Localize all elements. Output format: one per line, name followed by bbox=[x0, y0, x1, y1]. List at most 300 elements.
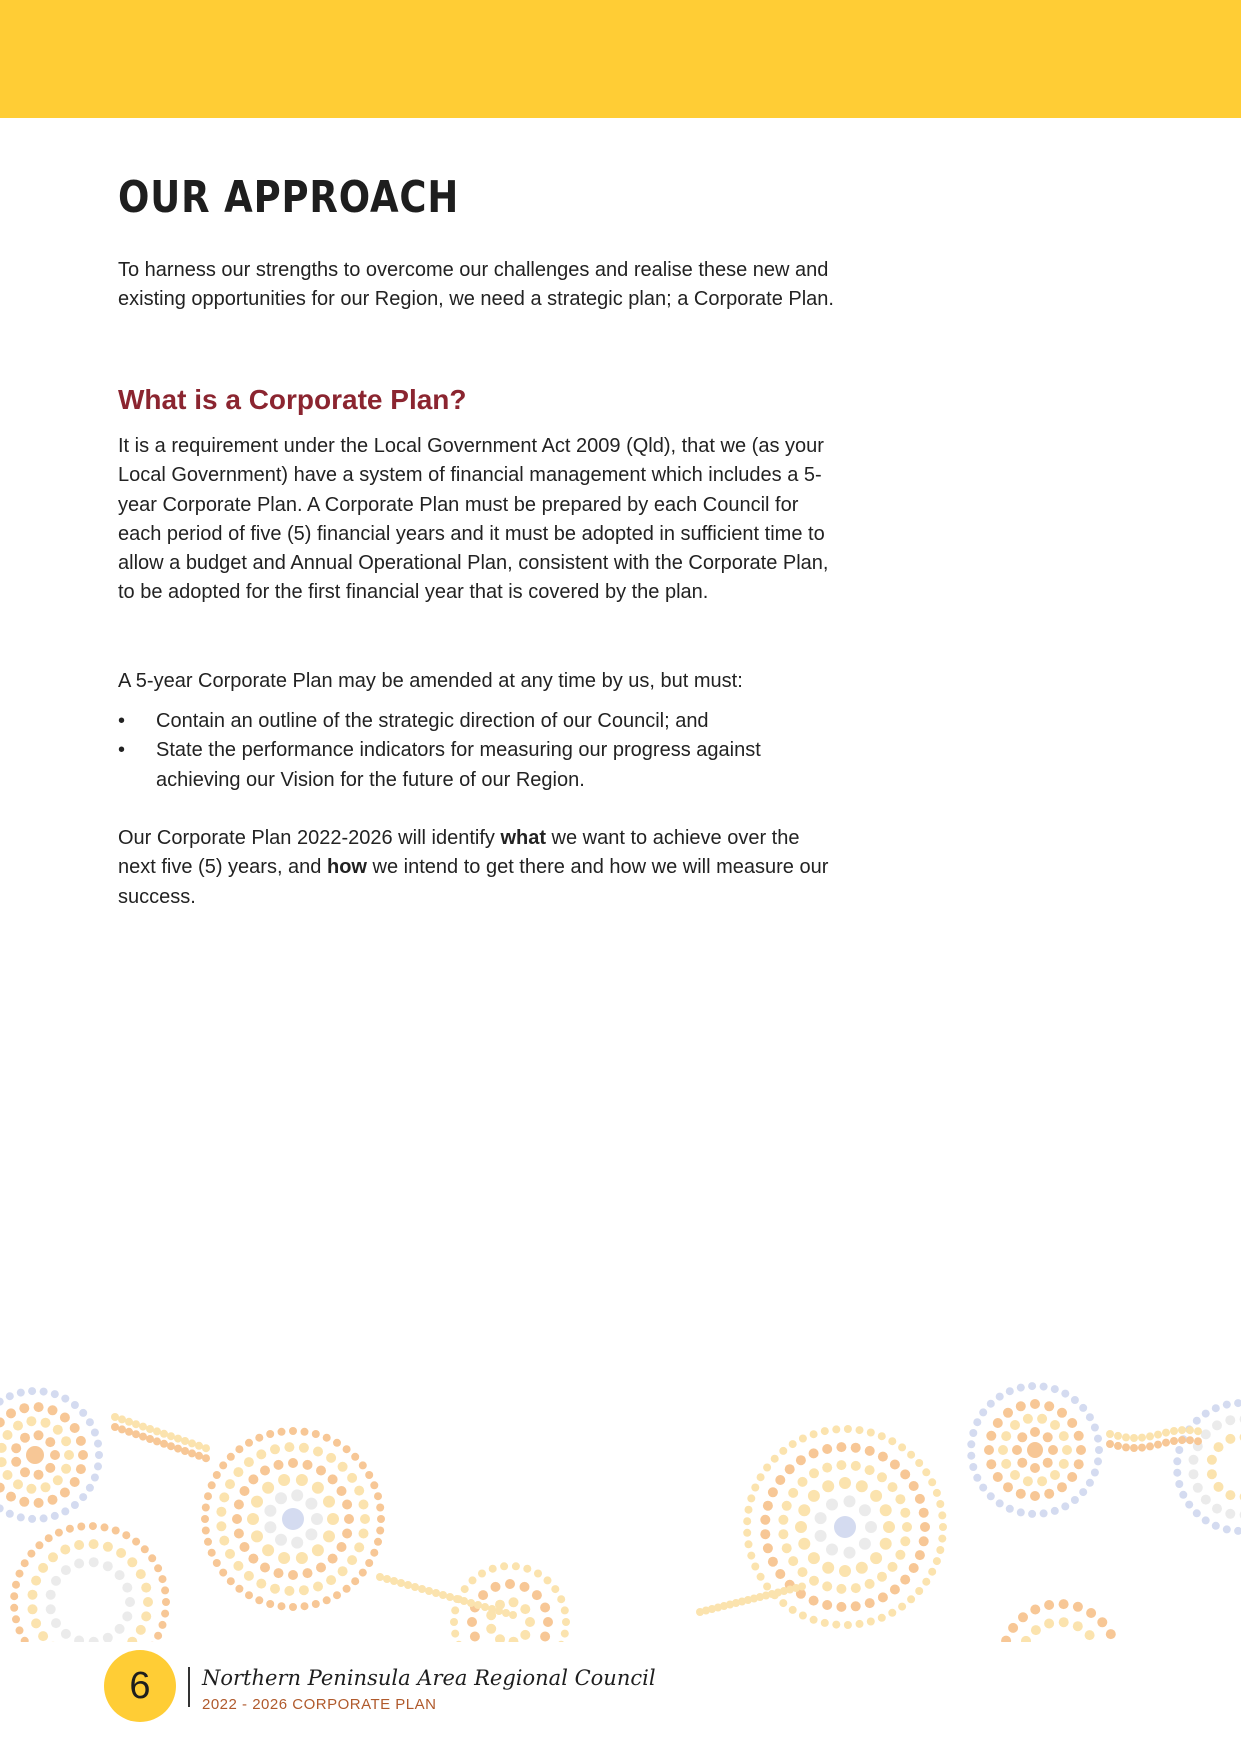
decor-dot bbox=[115, 1624, 125, 1634]
decor-dot bbox=[219, 1492, 229, 1502]
decor-dot bbox=[1003, 1408, 1013, 1418]
decor-dot bbox=[486, 1624, 496, 1634]
decor-dot bbox=[505, 1579, 515, 1589]
decor-dot bbox=[1086, 1413, 1094, 1421]
decor-dot bbox=[77, 1523, 85, 1531]
decor-dot bbox=[359, 1569, 367, 1577]
decor-dot bbox=[561, 1606, 569, 1614]
decor-dot bbox=[928, 1478, 936, 1486]
decor-dot bbox=[274, 1460, 284, 1470]
decor-dot bbox=[288, 1458, 298, 1468]
decor-dot bbox=[1234, 1399, 1241, 1407]
decor-dot bbox=[815, 1512, 827, 1524]
decor-dot bbox=[1207, 1455, 1217, 1465]
decor-dot bbox=[1234, 1527, 1241, 1535]
decor-dot bbox=[1186, 1436, 1194, 1444]
decor-dot bbox=[922, 1468, 930, 1476]
decor-dot bbox=[470, 1632, 480, 1642]
decor-dot bbox=[74, 1540, 84, 1550]
decor-dot bbox=[127, 1557, 137, 1567]
decor-dot bbox=[225, 1549, 235, 1559]
decor-dot bbox=[60, 1545, 70, 1555]
decor-dot bbox=[809, 1448, 819, 1458]
decor-dot bbox=[1010, 1470, 1020, 1480]
page-number-badge bbox=[104, 1650, 176, 1722]
decor-dot bbox=[225, 1479, 235, 1489]
decor-dot bbox=[227, 1577, 235, 1585]
decor-dot bbox=[116, 1548, 126, 1558]
decor-dot bbox=[278, 1602, 286, 1610]
decor-dot bbox=[359, 1461, 367, 1469]
decor-dot bbox=[1194, 1427, 1202, 1435]
top-color-band bbox=[0, 0, 1241, 118]
decor-dot bbox=[333, 1591, 341, 1599]
decor-dot bbox=[103, 1633, 113, 1642]
decor-dot bbox=[867, 1429, 875, 1437]
decor-dot bbox=[798, 1504, 810, 1516]
decor-dot bbox=[19, 1403, 29, 1413]
decor-dot bbox=[973, 1474, 981, 1482]
decor-dot bbox=[1202, 1410, 1210, 1418]
decor-dot bbox=[432, 1589, 440, 1597]
decor-dot bbox=[1138, 1444, 1146, 1452]
decor-dot bbox=[181, 1437, 189, 1445]
decor-dot bbox=[245, 1591, 253, 1599]
decor-dot bbox=[878, 1614, 886, 1622]
decor-dot bbox=[376, 1573, 384, 1581]
decor-dot bbox=[337, 1486, 347, 1496]
decor-dot bbox=[1225, 1434, 1235, 1444]
decor-dot bbox=[305, 1498, 317, 1510]
decor-dot bbox=[1185, 1501, 1193, 1509]
decor-dot bbox=[1114, 1442, 1122, 1450]
decor-dot bbox=[543, 1617, 553, 1627]
decor-dot bbox=[53, 1475, 63, 1485]
decor-dot bbox=[31, 1576, 41, 1586]
decor-dot bbox=[919, 1536, 929, 1546]
decor-dot bbox=[489, 1565, 497, 1573]
decor-dot bbox=[303, 1460, 313, 1470]
decor-dot bbox=[1114, 1432, 1122, 1440]
decor-dot bbox=[89, 1637, 99, 1642]
decor-dot bbox=[1044, 1489, 1054, 1499]
decor-dot bbox=[789, 1440, 797, 1448]
decor-dot bbox=[1073, 1621, 1083, 1631]
decor-dot bbox=[3, 1470, 13, 1480]
decor-dot bbox=[856, 1562, 868, 1574]
decor-dot bbox=[21, 1559, 29, 1567]
decor-dot bbox=[146, 1435, 154, 1443]
decor-dot bbox=[16, 1626, 24, 1634]
decor-dot bbox=[1162, 1439, 1170, 1447]
decor-dot bbox=[788, 1556, 798, 1566]
decor-dot bbox=[312, 1600, 320, 1608]
decor-dot bbox=[28, 1590, 38, 1600]
decor-dot bbox=[17, 1513, 25, 1521]
decor-dot bbox=[20, 1433, 30, 1443]
decor-dot bbox=[289, 1603, 297, 1611]
decor-dot bbox=[907, 1451, 915, 1459]
decor-dot bbox=[798, 1538, 810, 1550]
decor-dot bbox=[810, 1430, 818, 1438]
decor-dot bbox=[312, 1544, 324, 1556]
decor-dot bbox=[865, 1598, 875, 1608]
decor-dot bbox=[973, 1418, 981, 1426]
decor-dot bbox=[343, 1585, 351, 1593]
decor-dot bbox=[1094, 1457, 1102, 1465]
decor-dot bbox=[798, 1583, 806, 1591]
decor-dot bbox=[103, 1542, 113, 1552]
decor-dot bbox=[12, 1581, 20, 1589]
decor-dot bbox=[532, 1590, 542, 1600]
decor-dot bbox=[1106, 1629, 1116, 1639]
decor-dot bbox=[10, 1592, 18, 1600]
decor-dot bbox=[51, 1390, 59, 1398]
decor-dot bbox=[53, 1425, 63, 1435]
emphasis-how: how bbox=[326, 856, 367, 879]
decor-dot bbox=[1031, 1625, 1041, 1635]
decor-dot bbox=[86, 1484, 94, 1492]
decor-dot bbox=[1059, 1431, 1069, 1441]
decor-dot bbox=[938, 1511, 946, 1519]
decor-dot bbox=[103, 1561, 113, 1571]
decor-dot bbox=[125, 1428, 133, 1436]
decor-dot bbox=[0, 1398, 4, 1406]
decor-dot bbox=[46, 1590, 56, 1600]
decor-dot bbox=[984, 1445, 994, 1455]
decor-dot bbox=[404, 1581, 412, 1589]
decor-dot bbox=[0, 1457, 7, 1467]
decor-dot bbox=[51, 1512, 59, 1520]
decor-dot bbox=[1076, 1445, 1086, 1455]
decor-dot bbox=[284, 1586, 294, 1596]
decor-dot bbox=[208, 1549, 216, 1557]
decor-dot bbox=[1079, 1488, 1087, 1496]
decor-dot bbox=[1071, 1496, 1079, 1504]
decor-dot bbox=[523, 1565, 531, 1573]
decor-dot bbox=[969, 1463, 977, 1471]
decor-dot bbox=[64, 1450, 74, 1460]
decor-dot bbox=[48, 1495, 58, 1505]
decor-dot bbox=[987, 1492, 995, 1500]
decor-dot bbox=[245, 1439, 253, 1447]
decor-dot bbox=[1091, 1469, 1099, 1477]
decor-dot bbox=[136, 1625, 146, 1635]
decor-dot bbox=[159, 1621, 167, 1629]
decor-dot bbox=[1086, 1608, 1096, 1618]
decor-dot bbox=[278, 1552, 290, 1564]
decor-dot bbox=[799, 1435, 807, 1443]
decor-dot bbox=[878, 1452, 888, 1462]
decor-dot bbox=[453, 1595, 461, 1603]
decor-dot bbox=[70, 1423, 80, 1433]
decor-dot bbox=[376, 1527, 384, 1535]
decor-dot bbox=[1044, 1600, 1054, 1610]
decor-dot bbox=[161, 1586, 169, 1594]
decor-dot bbox=[28, 1604, 38, 1614]
decor-dot bbox=[21, 1637, 29, 1642]
decor-dot bbox=[278, 1474, 290, 1486]
decor-dot bbox=[867, 1618, 875, 1626]
decor-dot bbox=[1212, 1404, 1220, 1412]
decor-dot bbox=[936, 1546, 944, 1554]
decor-dot bbox=[1067, 1418, 1077, 1428]
decor-dot bbox=[757, 1573, 765, 1581]
decor-dot bbox=[291, 1489, 303, 1501]
decor-dot bbox=[79, 1409, 87, 1417]
decor-dot bbox=[509, 1597, 519, 1607]
decor-dot bbox=[1044, 1619, 1054, 1629]
decor-dot bbox=[883, 1521, 895, 1533]
decor-dot bbox=[316, 1466, 326, 1476]
decor-dot bbox=[880, 1504, 892, 1516]
decor-dot bbox=[91, 1429, 99, 1437]
decor-dot bbox=[919, 1508, 929, 1518]
decor-dot bbox=[834, 1516, 856, 1538]
decor-dot bbox=[347, 1473, 357, 1483]
decor-dot bbox=[915, 1494, 925, 1504]
decor-dot bbox=[60, 1413, 70, 1423]
decor-dot bbox=[397, 1579, 405, 1587]
decor-dot bbox=[160, 1440, 168, 1448]
decor-dot bbox=[1214, 1482, 1224, 1492]
decor-dot bbox=[61, 1436, 71, 1446]
decor-dot bbox=[132, 1538, 140, 1546]
decor-dot bbox=[248, 1474, 258, 1484]
decor-dot bbox=[856, 1620, 864, 1628]
decor-dot bbox=[836, 1442, 846, 1452]
decor-dot bbox=[233, 1467, 243, 1477]
decor-dot bbox=[888, 1562, 898, 1572]
decor-dot bbox=[844, 1621, 852, 1629]
closing-paragraph bbox=[118, 824, 838, 912]
decor-dot bbox=[474, 1601, 482, 1609]
decor-dot bbox=[1106, 1430, 1114, 1438]
decor-dot bbox=[763, 1543, 773, 1553]
decor-dot bbox=[1061, 1502, 1069, 1510]
decor-dot bbox=[520, 1630, 530, 1640]
decor-dot bbox=[118, 1425, 126, 1433]
decor-dot bbox=[986, 1431, 996, 1441]
decor-dot bbox=[763, 1464, 771, 1472]
decor-dot bbox=[1057, 1482, 1067, 1492]
decor-dot bbox=[509, 1611, 517, 1619]
decor-dot bbox=[1061, 1390, 1069, 1398]
decor-dot bbox=[365, 1471, 373, 1479]
decor-dot bbox=[890, 1460, 900, 1470]
decor-dot bbox=[354, 1542, 364, 1552]
decor-dot bbox=[288, 1570, 298, 1580]
decor-dot bbox=[1027, 1442, 1043, 1458]
decor-dot bbox=[153, 1427, 161, 1435]
decor-dot bbox=[232, 1514, 242, 1524]
decor-dot bbox=[747, 1494, 755, 1502]
decor-dot bbox=[284, 1442, 294, 1452]
decor-dot bbox=[328, 1554, 338, 1564]
decor-dot bbox=[28, 1515, 36, 1523]
decor-dot bbox=[255, 1596, 263, 1604]
decor-dot bbox=[351, 1577, 359, 1585]
decor-dot bbox=[1179, 1491, 1187, 1499]
decor-dot bbox=[343, 1445, 351, 1453]
decor-dot bbox=[34, 1470, 44, 1480]
decor-dot bbox=[34, 1430, 44, 1440]
decor-dot bbox=[251, 1530, 263, 1542]
decor-dot bbox=[467, 1617, 477, 1627]
decor-dot bbox=[301, 1602, 309, 1610]
decor-dot bbox=[256, 1449, 266, 1459]
decor-dot bbox=[112, 1527, 120, 1535]
decor-dot bbox=[481, 1603, 489, 1611]
decor-dot bbox=[216, 1507, 226, 1517]
decor-dot bbox=[204, 1492, 212, 1500]
decor-dot bbox=[1097, 1617, 1107, 1627]
decor-dot bbox=[11, 1443, 21, 1453]
decor-dot bbox=[195, 1452, 203, 1460]
decor-dot bbox=[788, 1488, 798, 1498]
decor-dot bbox=[877, 1572, 887, 1582]
decor-dot bbox=[70, 1477, 80, 1487]
decor-dot bbox=[928, 1568, 936, 1576]
decor-dot bbox=[1048, 1445, 1058, 1455]
decor-dot bbox=[1001, 1636, 1011, 1642]
decor-dot bbox=[51, 1576, 61, 1586]
decor-dot bbox=[374, 1538, 382, 1546]
decor-dot bbox=[61, 1395, 69, 1403]
decor-dot bbox=[45, 1437, 55, 1447]
decor-dot bbox=[213, 1471, 221, 1479]
decor-dot bbox=[161, 1610, 169, 1618]
decor-dot bbox=[809, 1468, 819, 1478]
decor-dot bbox=[370, 1549, 378, 1557]
decor-dot bbox=[111, 1423, 119, 1431]
decor-dot bbox=[38, 1563, 48, 1573]
decor-dot bbox=[1094, 1435, 1102, 1443]
decor-dot bbox=[275, 1492, 287, 1504]
decor-dot bbox=[967, 1452, 975, 1460]
decor-dot bbox=[865, 1579, 875, 1589]
decor-dot bbox=[1212, 1420, 1222, 1430]
decor-dot bbox=[425, 1587, 433, 1595]
decor-dot bbox=[782, 1543, 792, 1553]
decor-dot bbox=[89, 1522, 97, 1530]
decor-dot bbox=[19, 1497, 29, 1507]
decor-dot bbox=[118, 1415, 126, 1423]
decor-dot bbox=[233, 1561, 243, 1571]
decor-dot bbox=[337, 1542, 347, 1552]
decor-dot bbox=[836, 1602, 846, 1612]
decor-dot bbox=[1044, 1401, 1054, 1411]
decor-dot bbox=[1037, 1414, 1047, 1424]
decor-dot bbox=[1001, 1431, 1011, 1441]
decor-dot bbox=[1074, 1459, 1084, 1469]
decor-dot bbox=[227, 1453, 235, 1461]
decor-dot bbox=[17, 1389, 25, 1397]
decor-dot bbox=[94, 1440, 102, 1448]
decor-dot bbox=[467, 1599, 475, 1607]
decor-dot bbox=[778, 1515, 788, 1525]
decor-dot bbox=[859, 1504, 871, 1516]
decor-dot bbox=[888, 1609, 896, 1617]
decor-dot bbox=[374, 1492, 382, 1500]
decor-dot bbox=[844, 1425, 852, 1433]
decor-dot bbox=[821, 1427, 829, 1435]
decor-dot bbox=[888, 1482, 898, 1492]
decor-dot bbox=[821, 1619, 829, 1627]
decor-dot bbox=[264, 1505, 276, 1517]
decor-dot bbox=[255, 1434, 263, 1442]
decor-dot bbox=[540, 1603, 550, 1613]
decor-dot bbox=[326, 1453, 336, 1463]
decor-dot bbox=[782, 1501, 792, 1511]
requirement-paragraph: It is a requirement under the Local Government Act 2009 (Qld), that we (as your Local Government) have a system of financial management which includes a 5-year Corporate Plan. A Corporate Plan must be prepared by each Council for each period of five (5) financial years and it must be adopted in sufficient time to allow a budget and Annual Operational Plan, consistent with the Corporate Plan, to be adopted for the first financial year that is covered by the plan. bbox=[118, 435, 829, 604]
decor-dot bbox=[154, 1564, 162, 1572]
decor-dot bbox=[877, 1472, 887, 1482]
decor-dot bbox=[234, 1529, 244, 1539]
list-item: • Contain an outline of the strategic direction of our Council; and bbox=[118, 707, 838, 736]
decor-dot bbox=[89, 1557, 99, 1567]
decor-dot bbox=[878, 1592, 888, 1602]
decor-dot bbox=[40, 1514, 48, 1522]
decor-dot bbox=[922, 1578, 930, 1586]
decor-dot bbox=[856, 1480, 868, 1492]
decor-dot bbox=[1122, 1443, 1130, 1451]
decor-dot bbox=[993, 1418, 1003, 1428]
decor-dot bbox=[495, 1607, 503, 1615]
decor-dot bbox=[61, 1464, 71, 1474]
decor-dot bbox=[333, 1439, 341, 1447]
decor-dot bbox=[1023, 1476, 1033, 1486]
closing-text: we want to achieve over the next five (5) years, and bbox=[118, 827, 800, 879]
decor-dot bbox=[26, 1446, 44, 1464]
decor-dot bbox=[1028, 1382, 1036, 1390]
decor-dot bbox=[159, 1575, 167, 1583]
decor-dot bbox=[122, 1611, 132, 1621]
decor-dot bbox=[148, 1554, 156, 1562]
decor-dot bbox=[71, 1501, 79, 1509]
decor-dot bbox=[1051, 1385, 1059, 1393]
decor-dot bbox=[1006, 1387, 1014, 1395]
decor-dot bbox=[1043, 1458, 1053, 1468]
decor-dot bbox=[143, 1597, 153, 1607]
decor-dot bbox=[1130, 1434, 1138, 1442]
emphasis-what: what bbox=[500, 827, 546, 849]
decor-dot bbox=[870, 1490, 882, 1502]
decor-dot bbox=[1067, 1472, 1077, 1482]
decor-dot bbox=[540, 1632, 550, 1642]
decor-dot bbox=[1017, 1432, 1027, 1442]
decor-dot bbox=[411, 1583, 419, 1591]
decor-dot bbox=[512, 1562, 520, 1570]
decor-dot bbox=[1012, 1445, 1022, 1455]
decor-dot bbox=[1059, 1459, 1069, 1469]
decor-dot bbox=[299, 1585, 309, 1595]
decor-dot bbox=[1201, 1429, 1211, 1439]
decor-dot bbox=[74, 1559, 84, 1569]
decor-dot bbox=[202, 1527, 210, 1535]
decor-dot bbox=[1017, 1384, 1025, 1392]
decor-dot bbox=[27, 1550, 35, 1558]
decor-dot bbox=[936, 1500, 944, 1508]
decor-dot bbox=[898, 1603, 906, 1611]
decor-dot bbox=[1017, 1508, 1025, 1516]
decor-dot bbox=[491, 1582, 501, 1592]
decor-dot bbox=[799, 1612, 807, 1620]
footer-divider bbox=[188, 1667, 190, 1707]
decor-dot bbox=[0, 1443, 7, 1453]
decor-dot bbox=[469, 1576, 477, 1584]
decor-dot bbox=[1003, 1482, 1013, 1492]
